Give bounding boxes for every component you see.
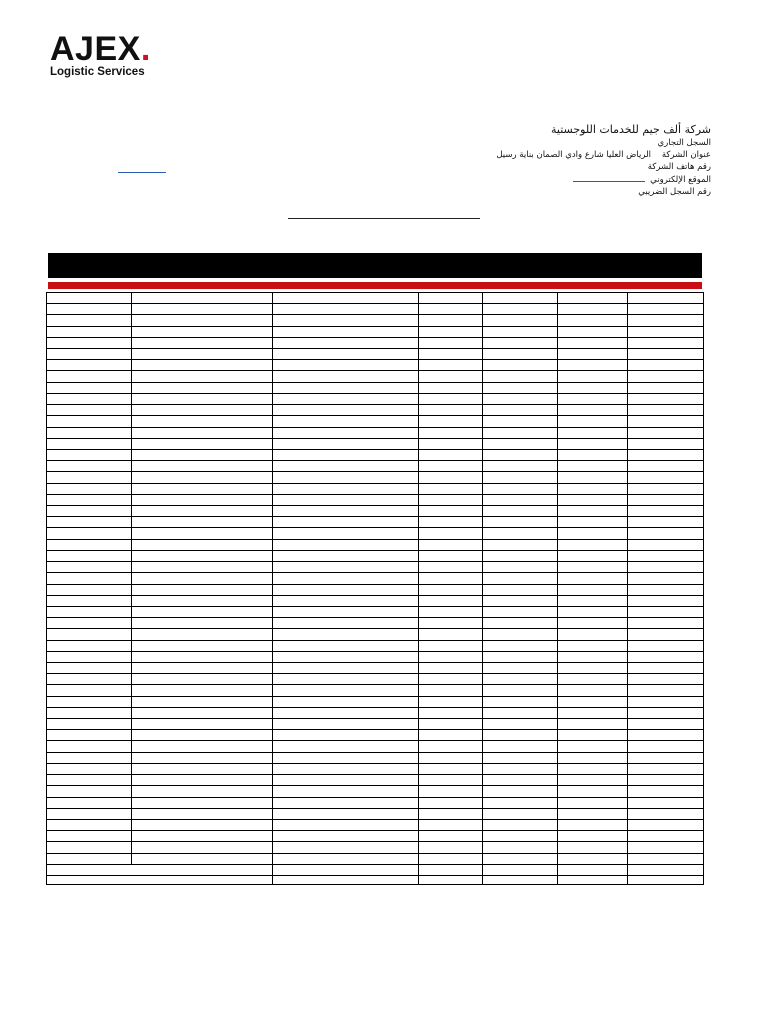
grid-row-line xyxy=(47,595,703,596)
grid-row-line xyxy=(47,471,703,472)
grid-row-line xyxy=(47,326,703,327)
website-label: الموقع الإلكتروني xyxy=(650,175,711,185)
grid-row-line xyxy=(47,292,703,293)
grid-row-line xyxy=(47,449,703,450)
grid-row-line xyxy=(47,808,703,809)
company-logo xyxy=(50,32,151,79)
grid-row-line xyxy=(47,303,703,304)
hyperlink-underline[interactable] xyxy=(118,172,166,173)
grid-row-line xyxy=(47,740,703,741)
grid-row-line xyxy=(47,438,703,439)
grid-row-line xyxy=(47,785,703,786)
grid-row-line xyxy=(47,707,703,708)
grid-row-line xyxy=(47,864,703,865)
logo-wordmark: AJEX. xyxy=(50,30,151,68)
grid-row-line xyxy=(47,718,703,719)
grid-row-line xyxy=(47,853,703,854)
grid-row-line xyxy=(47,763,703,764)
grid-row-line xyxy=(47,516,703,517)
grid-row-line xyxy=(47,527,703,528)
logo-tagline: Logistic Services xyxy=(50,66,145,78)
grid-row-line xyxy=(47,797,703,798)
grid-row-line xyxy=(47,662,703,663)
commercial-register-label: السجل التجاري xyxy=(657,138,711,148)
grid-row-line xyxy=(47,684,703,685)
grid-row-line xyxy=(47,483,703,484)
grid-row-line xyxy=(47,830,703,831)
grid-row-line xyxy=(47,651,703,652)
address-value: الرياض العليا شارع وادي الصمان بناية رسيل xyxy=(496,150,652,160)
grid-row-line xyxy=(47,505,703,506)
grid-column-line xyxy=(272,292,273,885)
grid-row-line xyxy=(47,584,703,585)
phone-label: رقم هاتف الشركة xyxy=(647,162,711,172)
grid-column-line xyxy=(418,292,419,885)
table-header-band xyxy=(48,253,702,278)
accent-red-band xyxy=(48,282,702,289)
grid-row-line xyxy=(47,382,703,383)
logo-dot: . xyxy=(140,30,151,68)
grid-row-line xyxy=(47,640,703,641)
grid-row-line xyxy=(47,729,703,730)
grid-row-line xyxy=(47,393,703,394)
grid-row-line xyxy=(47,673,703,674)
grid-row-line xyxy=(47,359,703,360)
grid-column-line xyxy=(557,292,558,885)
website-line xyxy=(391,173,711,186)
grid-row-line xyxy=(47,606,703,607)
company-address-line xyxy=(391,149,711,161)
grid-row-line xyxy=(47,314,703,315)
grid-column-line xyxy=(627,292,628,885)
tax-register-label: رقم السجل الضريبي xyxy=(638,187,711,197)
website-link[interactable] xyxy=(573,173,645,182)
title-underline xyxy=(288,218,480,219)
grid-column-line xyxy=(131,292,132,864)
grid-row-line xyxy=(47,752,703,753)
grid-row-line xyxy=(47,427,703,428)
grid-row-line xyxy=(47,696,703,697)
grid-row-line xyxy=(47,460,703,461)
grid-row-line xyxy=(47,617,703,618)
company-info-block xyxy=(391,122,711,198)
grid-row-line xyxy=(47,494,703,495)
grid-row-line xyxy=(47,337,703,338)
grid-row-line xyxy=(47,572,703,573)
invoice-grid-table xyxy=(46,292,704,885)
grid-row-line xyxy=(47,404,703,405)
grid-row-line xyxy=(47,774,703,775)
grid-row-line xyxy=(47,875,703,876)
grid-column-line xyxy=(482,292,483,885)
address-label: عنوان الشركة xyxy=(661,150,711,160)
grid-row-line xyxy=(47,550,703,551)
grid-row-line xyxy=(47,561,703,562)
grid-row-line xyxy=(47,628,703,629)
grid-row-line xyxy=(47,348,703,349)
grid-row-line xyxy=(47,841,703,842)
grid-row-line xyxy=(47,415,703,416)
grid-row-line xyxy=(47,370,703,371)
grid-row-line xyxy=(47,539,703,540)
grid-row-line xyxy=(47,819,703,820)
company-name: شركة ألف جيم للخدمات اللوجستية xyxy=(551,123,711,136)
